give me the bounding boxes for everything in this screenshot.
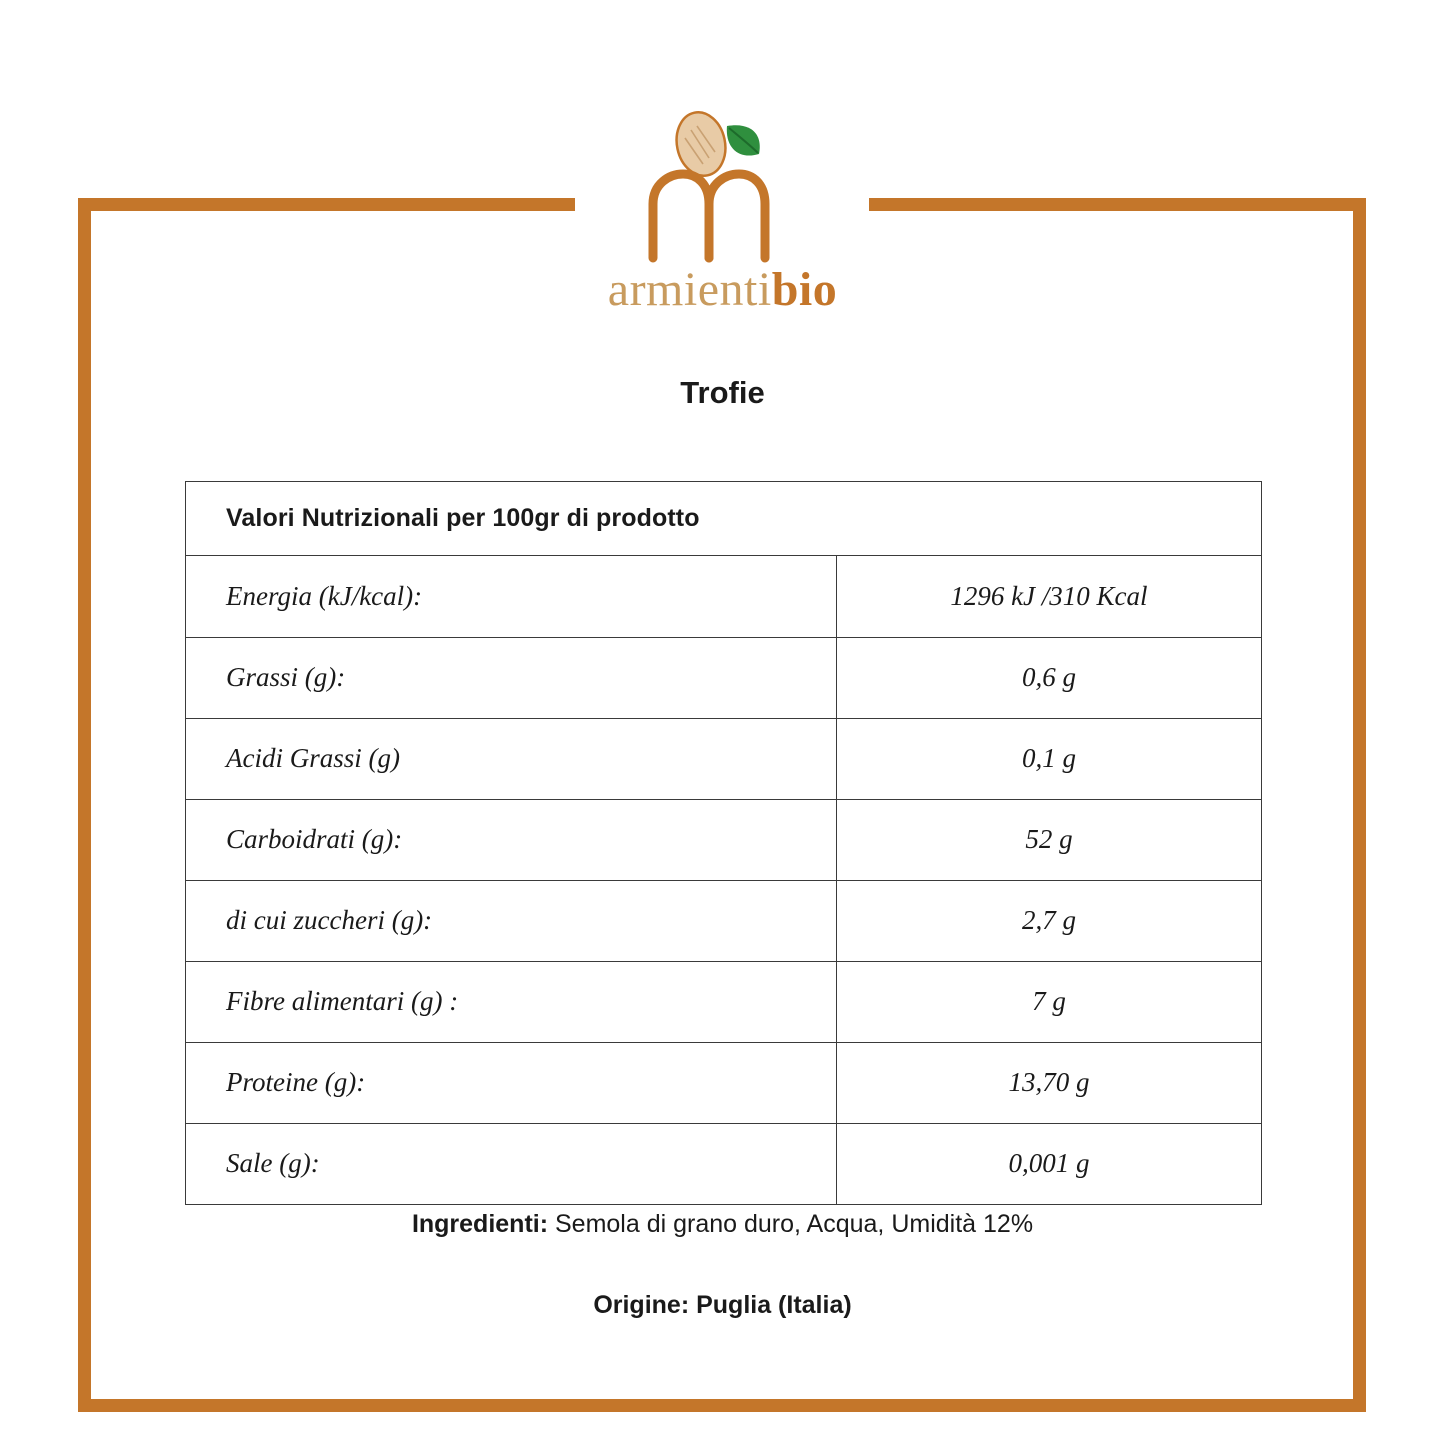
nutrient-value: 13,70 g [836,1042,1261,1123]
ingredients-value: Semola di grano duro, Acqua, Umidità 12% [555,1210,1034,1238]
ingredients-line [0,1210,1445,1239]
nutrient-value: 0,001 g [1008,1148,1090,1179]
brand-wordmark-light: armienti [607,263,772,316]
nutrient-value: 2,7 g [836,880,1261,961]
nutrient-label: Carboidrati (g): [186,799,836,880]
origin-line: Origine: Puglia (Italia) [593,1291,852,1319]
table-row [186,637,1261,718]
nutrition-table-header: Valori Nutrizionali per 100gr di prodotto [186,482,1261,556]
nutrient-label: Acidi Grassi (g) [186,718,836,799]
ingredients-label: Ingredienti: [411,1210,549,1238]
brand-wordmark-bold: bio [771,263,838,316]
nutrient-label: Grassi (g): [186,637,836,718]
nutrient-value: 7 g [836,961,1261,1042]
table-row [186,1042,1261,1123]
almond-leaf-monogram-icon [623,108,823,268]
table-row [186,1123,1261,1204]
frame-bottom-edge [78,1399,1366,1412]
nutrient-value: 52 g [836,799,1261,880]
brand-logo [0,108,1445,317]
nutrient-label: di cui zuccheri (g): [186,880,836,961]
nutrition-table [185,481,1262,1205]
nutrient-value: 0,6 g [836,637,1261,718]
nutrient-label: Energia (kJ/kcal): [186,556,836,637]
nutrient-value: 1296 kJ /310 Kcal [836,556,1261,637]
nutrient-label: Sale (g): [186,1123,836,1204]
page-title: Trofie [680,375,765,410]
table-row [186,961,1261,1042]
table-row [186,718,1261,799]
brand-wordmark [0,262,1445,317]
nutrient-label: Proteine (g): [186,1042,836,1123]
table-row [186,556,1261,637]
nutrient-label: Fibre alimentari (g) : [186,961,836,1042]
table-row [186,799,1261,880]
nutrient-value: 0,1 g [836,718,1261,799]
table-row [186,880,1261,961]
